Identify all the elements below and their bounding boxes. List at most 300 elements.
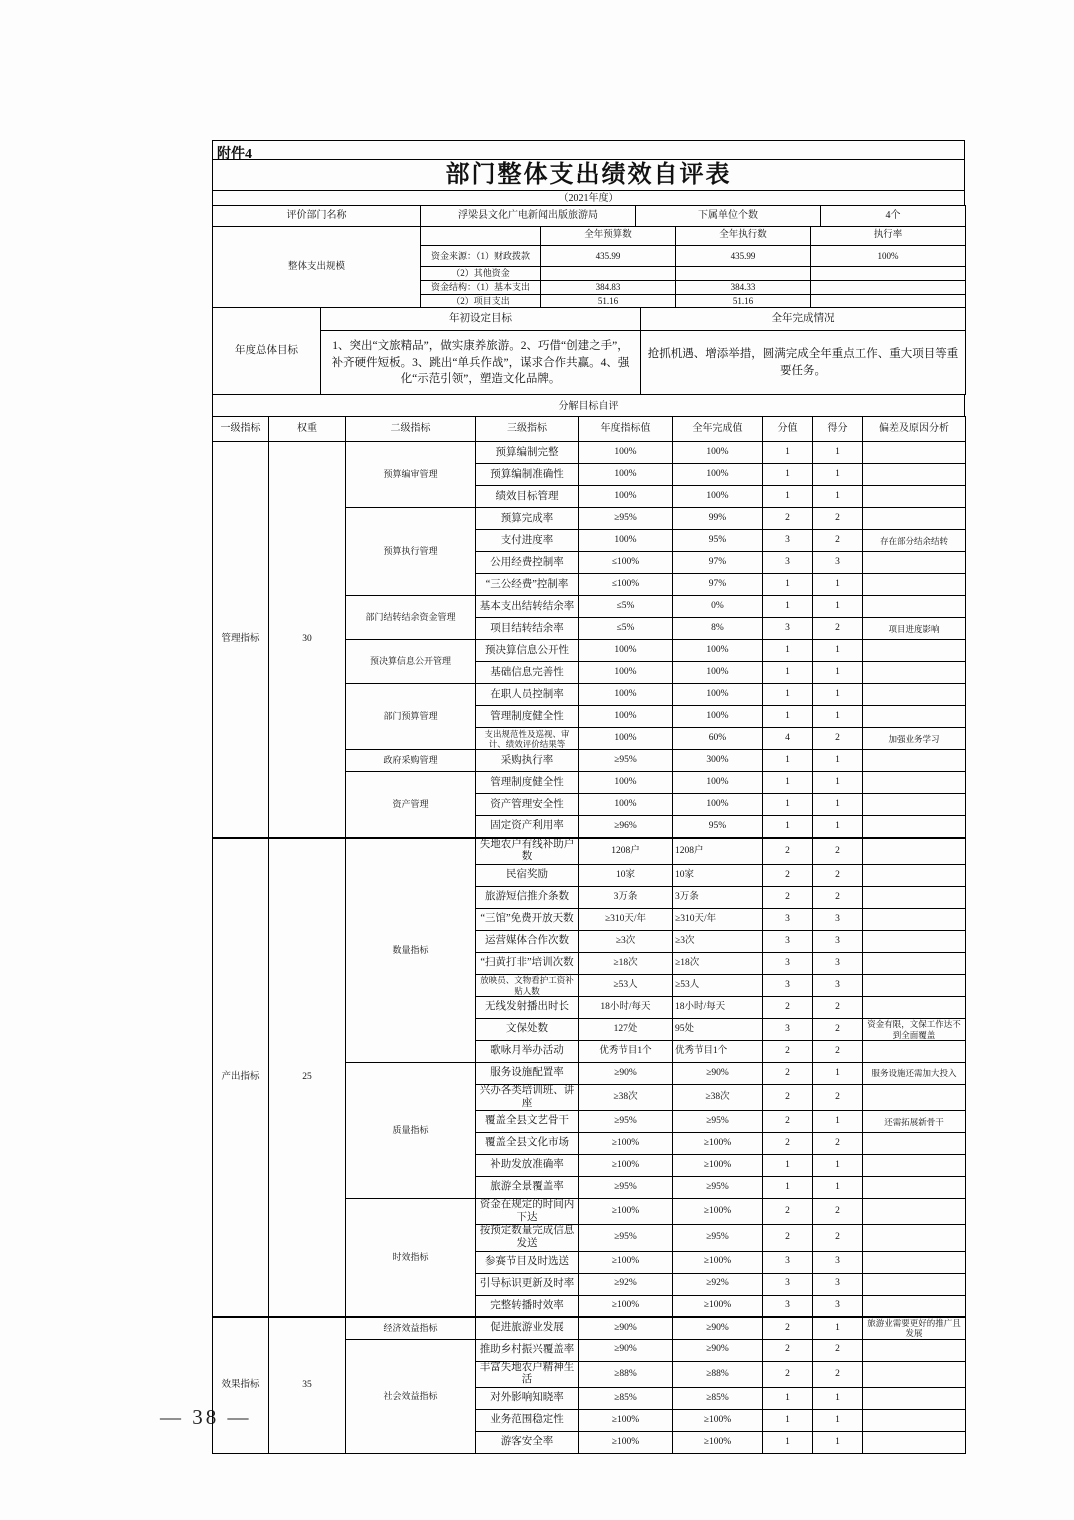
- fund-structure-basic-label: 资金结构：（1）基本支出: [421, 280, 541, 294]
- annual-target-value: 100%: [579, 706, 673, 728]
- level3-indicator-name: 旅游全景覆盖率: [476, 1177, 579, 1199]
- score-value: 2: [763, 997, 813, 1019]
- annual-target-value: ≥100%: [579, 1295, 673, 1317]
- level3-indicator-name: 预决算信息公开性: [476, 640, 579, 662]
- deviation-analysis: [863, 772, 966, 794]
- annual-target-value: 127处: [579, 1019, 673, 1041]
- score-got: 1: [813, 1317, 863, 1339]
- score-got: 1: [813, 464, 863, 486]
- score-got: 3: [813, 931, 863, 953]
- level3-indicator-name: 运营媒体合作次数: [476, 931, 579, 953]
- score-value: 1: [763, 816, 813, 838]
- score-got: 1: [813, 1409, 863, 1431]
- level3-indicator-name: 促进旅游业发展: [476, 1317, 579, 1339]
- score-got: 3: [813, 953, 863, 975]
- annual-completion-value: ≥100%: [673, 1295, 763, 1317]
- attachment-label: 附件4: [212, 140, 965, 159]
- annual-target-value: ≥95%: [579, 750, 673, 772]
- deviation-analysis: [863, 997, 966, 1019]
- level2-indicator-name: 时效指标: [346, 1199, 476, 1317]
- score-got: 2: [813, 1225, 863, 1251]
- deviation-analysis: 加强业务学习: [863, 728, 966, 750]
- annual-target-value: ≥90%: [579, 1063, 673, 1085]
- annual-completion-value: ≥53人: [673, 975, 763, 997]
- score-value: 3: [763, 1295, 813, 1317]
- annual-target-value: ≥53人: [579, 975, 673, 997]
- annual-target-value: 100%: [579, 728, 673, 750]
- score-value: 3: [763, 909, 813, 931]
- level3-indicator-name: 在职人员控制率: [476, 684, 579, 706]
- score-got: 1: [813, 794, 863, 816]
- annual-target-value: ≥38次: [579, 1085, 673, 1111]
- subunit-count-label: 下属单位个数: [636, 206, 821, 227]
- deviation-analysis: [863, 1295, 966, 1317]
- fund-structure-project-actual: 51.16: [676, 294, 811, 308]
- indicator-row: [213, 442, 966, 464]
- spending-table: [212, 226, 966, 308]
- column-header-3: 三级指标: [476, 417, 579, 442]
- score-value: 3: [763, 1273, 813, 1295]
- score-got: 2: [813, 618, 863, 640]
- level3-indicator-name: 歌咏月举办活动: [476, 1041, 579, 1063]
- deviation-analysis: [863, 1273, 966, 1295]
- deviation-analysis: [863, 552, 966, 574]
- level3-indicator-name: 支付进度率: [476, 530, 579, 552]
- level1-indicator-name: 管理指标: [213, 442, 269, 838]
- deviation-analysis: [863, 1177, 966, 1199]
- annual-goal-row-label: 年度总体目标: [213, 308, 321, 395]
- annual-completion-value: ≥92%: [673, 1273, 763, 1295]
- dept-name-label: 评价部门名称: [213, 206, 421, 227]
- deviation-analysis: [863, 1155, 966, 1177]
- annual-completion-value: 100%: [673, 794, 763, 816]
- score-value: 1: [763, 794, 813, 816]
- score-value: 1: [763, 1409, 813, 1431]
- annual-target-value: 100%: [579, 640, 673, 662]
- annual-target-value: ≥90%: [579, 1339, 673, 1361]
- goal-set-header: 年初设定目标: [321, 308, 641, 331]
- score-got: 2: [813, 865, 863, 887]
- score-value: 3: [763, 552, 813, 574]
- deviation-analysis: [863, 953, 966, 975]
- deviation-analysis: [863, 596, 966, 618]
- page-number: — 38 —: [160, 1405, 252, 1429]
- annual-completion-value: ≥95%: [673, 1111, 763, 1133]
- level3-indicator-name: “三公经费”控制率: [476, 574, 579, 596]
- level3-indicator-name: 采购执行率: [476, 750, 579, 772]
- annual-completion-value: 3万条: [673, 887, 763, 909]
- annual-target-value: ≥95%: [579, 1225, 673, 1251]
- annual-completion-value: 100%: [673, 486, 763, 508]
- annual-target-value: 18小时/每天: [579, 997, 673, 1019]
- fund-structure-basic-budget: 384.83: [541, 280, 676, 294]
- score-value: 1: [763, 574, 813, 596]
- deviation-analysis: [863, 486, 966, 508]
- score-value: 2: [763, 1085, 813, 1111]
- score-got: 2: [813, 1085, 863, 1111]
- score-value: 2: [763, 1361, 813, 1387]
- score-got: 1: [813, 1387, 863, 1409]
- deviation-analysis: [863, 442, 966, 464]
- score-got: 1: [813, 640, 863, 662]
- annual-completion-value: ≥100%: [673, 1199, 763, 1225]
- score-value: 2: [763, 1133, 813, 1155]
- deviation-analysis: [863, 1361, 966, 1387]
- score-got: 1: [813, 1431, 863, 1453]
- annual-target-value: ≤100%: [579, 552, 673, 574]
- annual-completion-value: 100%: [673, 442, 763, 464]
- score-got: 2: [813, 1041, 863, 1063]
- score-got: 2: [813, 997, 863, 1019]
- score-value: 1: [763, 640, 813, 662]
- annual-target-value: ≥88%: [579, 1361, 673, 1387]
- score-value: 1: [763, 596, 813, 618]
- score-got: 3: [813, 909, 863, 931]
- score-got: 3: [813, 552, 863, 574]
- annual-completion-value: ≥100%: [673, 1133, 763, 1155]
- goal-set-text: 1、突出“文旅精品”，做实康养旅游。2、巧借“创建之手”，补齐硬件短板。3、跳出“单兵作战”，谋求合作共赢。4、强化“示范引领”，塑造文化品牌。: [321, 331, 641, 395]
- score-value: 2: [763, 1111, 813, 1133]
- annual-completion-value: ≥88%: [673, 1361, 763, 1387]
- score-got: 2: [813, 530, 863, 552]
- annual-target-value: ≥310天/年: [579, 909, 673, 931]
- score-value: 3: [763, 1019, 813, 1041]
- indicator-header-row: [213, 417, 966, 442]
- score-value: 3: [763, 931, 813, 953]
- annual-completion-value: ≥95%: [673, 1177, 763, 1199]
- level3-indicator-name: 覆盖全县文艺骨干: [476, 1111, 579, 1133]
- document-sheet: [212, 140, 965, 1454]
- deviation-analysis: 资金有限，文保工作达不到全面覆盖: [863, 1019, 966, 1041]
- level3-indicator-name: 补助发放准确率: [476, 1155, 579, 1177]
- level2-indicator-name: 资产管理: [346, 772, 476, 838]
- level3-indicator-name: 民宿奖励: [476, 865, 579, 887]
- dept-name-value: 浮梁县文化广电新闻出版旅游局: [421, 206, 636, 227]
- annual-completion-value: ≥100%: [673, 1431, 763, 1453]
- score-got: 3: [813, 975, 863, 997]
- annual-completion-value: ≥18次: [673, 953, 763, 975]
- score-value: 3: [763, 618, 813, 640]
- annual-target-value: ≤5%: [579, 618, 673, 640]
- annual-completion-value: 95%: [673, 816, 763, 838]
- score-got: 1: [813, 1177, 863, 1199]
- deviation-analysis: [863, 662, 966, 684]
- annual-completion-value: 60%: [673, 728, 763, 750]
- level3-indicator-name: 资金在规定的时间内下达: [476, 1199, 579, 1225]
- annual-completion-value: 99%: [673, 508, 763, 530]
- level3-indicator-name: 推助乡村振兴覆盖率: [476, 1339, 579, 1361]
- level2-indicator-name: 政府采购管理: [346, 750, 476, 772]
- fund-source-other-actual: [676, 267, 811, 281]
- deviation-analysis: [863, 887, 966, 909]
- annual-target-value: ≥95%: [579, 1111, 673, 1133]
- annual-completion-value: 95处: [673, 1019, 763, 1041]
- annual-completion-value: 100%: [673, 464, 763, 486]
- column-header-7: 得分: [813, 417, 863, 442]
- score-value: 1: [763, 1387, 813, 1409]
- annual-completion-value: 100%: [673, 662, 763, 684]
- fund-source-other-budget: [541, 267, 676, 281]
- rate-header: 执行率: [811, 227, 966, 246]
- level3-indicator-name: “扫黄打非”培训次数: [476, 953, 579, 975]
- score-value: 4: [763, 728, 813, 750]
- level3-indicator-name: 管理制度健全性: [476, 706, 579, 728]
- score-got: 2: [813, 1019, 863, 1041]
- deviation-analysis: [863, 1041, 966, 1063]
- score-value: 1: [763, 662, 813, 684]
- annual-target-value: ≥100%: [579, 1199, 673, 1225]
- goal-done-header: 全年完成情况: [641, 308, 966, 331]
- level3-indicator-name: 按预定数量完成信息发送: [476, 1225, 579, 1251]
- score-value: 1: [763, 464, 813, 486]
- level3-indicator-name: 预算完成率: [476, 508, 579, 530]
- fund-source-other-rate: [811, 267, 966, 281]
- annual-target-value: ≤5%: [579, 596, 673, 618]
- annual-target-value: 100%: [579, 662, 673, 684]
- annual-completion-value: 97%: [673, 574, 763, 596]
- section-band: 分解目标自评: [212, 394, 965, 417]
- score-value: 2: [763, 1317, 813, 1339]
- annual-completion-value: 18小时/每天: [673, 997, 763, 1019]
- level3-indicator-name: 丰富失地农户精神生活: [476, 1361, 579, 1387]
- score-value: 3: [763, 530, 813, 552]
- annual-completion-value: 优秀节目1个: [673, 1041, 763, 1063]
- annual-completion-value: ≥100%: [673, 1251, 763, 1273]
- score-got: 2: [813, 1133, 863, 1155]
- fund-structure-basic-actual: 384.33: [676, 280, 811, 294]
- annual-completion-value: 1208户: [673, 838, 763, 865]
- level3-indicator-name: 固定资产利用率: [476, 816, 579, 838]
- level3-indicator-name: 公用经费控制率: [476, 552, 579, 574]
- annual-target-value: 100%: [579, 794, 673, 816]
- score-got: 1: [813, 772, 863, 794]
- score-value: 2: [763, 887, 813, 909]
- annual-completion-value: 300%: [673, 750, 763, 772]
- level3-indicator-name: 完整转播时效率: [476, 1295, 579, 1317]
- score-got: 1: [813, 684, 863, 706]
- fund-structure-project-budget: 51.16: [541, 294, 676, 308]
- deviation-analysis: 还需拓展新骨干: [863, 1111, 966, 1133]
- score-value: 1: [763, 1155, 813, 1177]
- column-header-2: 二级指标: [346, 417, 476, 442]
- annual-target-value: ≥100%: [579, 1431, 673, 1453]
- level2-indicator-name: 预算执行管理: [346, 508, 476, 596]
- level2-indicator-name: 经济效益指标: [346, 1317, 476, 1339]
- score-value: 1: [763, 486, 813, 508]
- indicator-table: [212, 416, 966, 1453]
- level2-indicator-name: 质量指标: [346, 1063, 476, 1199]
- score-got: 2: [813, 838, 863, 865]
- annual-completion-value: ≥90%: [673, 1339, 763, 1361]
- deviation-analysis: [863, 1409, 966, 1431]
- score-value: 2: [763, 1339, 813, 1361]
- score-got: 3: [813, 1273, 863, 1295]
- score-value: 3: [763, 953, 813, 975]
- deviation-analysis: [863, 909, 966, 931]
- level3-indicator-name: 对外影响知晓率: [476, 1387, 579, 1409]
- level2-indicator-name: 数量指标: [346, 838, 476, 1063]
- score-got: 1: [813, 486, 863, 508]
- score-value: 1: [763, 772, 813, 794]
- annual-target-value: 100%: [579, 486, 673, 508]
- deviation-analysis: [863, 684, 966, 706]
- score-got: 1: [813, 662, 863, 684]
- deviation-analysis: [863, 1431, 966, 1453]
- score-got: 1: [813, 442, 863, 464]
- deviation-analysis: [863, 750, 966, 772]
- score-value: 2: [763, 1199, 813, 1225]
- doc-title: 部门整体支出绩效自评表: [212, 159, 965, 190]
- level3-indicator-name: 支出规范性及巡视、审计、绩效评价结果等: [476, 728, 579, 750]
- deviation-analysis: 服务设施还需加大投入: [863, 1063, 966, 1085]
- score-got: 1: [813, 1063, 863, 1085]
- deviation-analysis: [863, 706, 966, 728]
- level3-indicator-name: 基础信息完善性: [476, 662, 579, 684]
- deviation-analysis: [863, 1133, 966, 1155]
- annual-target-value: 100%: [579, 684, 673, 706]
- annual-completion-value: 100%: [673, 706, 763, 728]
- level3-indicator-name: 服务设施配置率: [476, 1063, 579, 1085]
- column-header-8: 偏差及原因分析: [863, 417, 966, 442]
- deviation-analysis: [863, 816, 966, 838]
- level3-indicator-name: 绩效目标管理: [476, 486, 579, 508]
- indicator-row: [213, 1317, 966, 1339]
- fund-source-fiscal-rate: 100%: [811, 246, 966, 267]
- score-got: 3: [813, 1251, 863, 1273]
- annual-target-value: 100%: [579, 772, 673, 794]
- annual-completion-value: 95%: [673, 530, 763, 552]
- annual-completion-value: ≥3次: [673, 931, 763, 953]
- level1-indicator-name: 效果指标: [213, 1317, 269, 1453]
- deviation-analysis: 存在部分结余结转: [863, 530, 966, 552]
- level2-indicator-name: 部门结转结余资金管理: [346, 596, 476, 640]
- level2-indicator-name: 部门预算管理: [346, 684, 476, 750]
- deviation-analysis: 项目进度影响: [863, 618, 966, 640]
- goal-done-text: 抢抓机遇、增添举措，圆满完成全年重点工作、重大项目等重要任务。: [641, 331, 966, 395]
- score-value: 1: [763, 442, 813, 464]
- annual-target-value: 10家: [579, 865, 673, 887]
- level1-weight: 25: [269, 838, 346, 1317]
- level3-indicator-name: 兴办各类培训班、讲座: [476, 1085, 579, 1111]
- actual-header: 全年执行数: [676, 227, 811, 246]
- level1-weight: 30: [269, 442, 346, 838]
- score-value: 2: [763, 1063, 813, 1085]
- deviation-analysis: [863, 1085, 966, 1111]
- deviation-analysis: [863, 1225, 966, 1251]
- annual-target-value: ≥90%: [579, 1317, 673, 1339]
- level3-indicator-name: 放映员、文物看护工资补贴人数: [476, 975, 579, 997]
- level3-indicator-name: 预算编制完整: [476, 442, 579, 464]
- fund-source-fiscal-budget: 435.99: [541, 246, 676, 267]
- score-got: 2: [813, 1361, 863, 1387]
- score-value: 1: [763, 1431, 813, 1453]
- score-got: 3: [813, 1295, 863, 1317]
- level3-indicator-name: 基本支出结转结余率: [476, 596, 579, 618]
- info-table: [212, 205, 966, 227]
- annual-target-value: ≥92%: [579, 1273, 673, 1295]
- score-value: 3: [763, 1251, 813, 1273]
- deviation-analysis: [863, 1387, 966, 1409]
- annual-target-value: ≥96%: [579, 816, 673, 838]
- level3-indicator-name: 覆盖全县文化市场: [476, 1133, 579, 1155]
- annual-target-value: ≥100%: [579, 1409, 673, 1431]
- score-value: 1: [763, 706, 813, 728]
- indicator-row: [213, 838, 966, 865]
- level2-indicator-name: 预决算信息公开管理: [346, 640, 476, 684]
- deviation-analysis: [863, 838, 966, 865]
- annual-target-value: ≤100%: [579, 574, 673, 596]
- fund-source-fiscal-label: 资金来源：（1）财政拨款: [421, 246, 541, 267]
- annual-target-value: 100%: [579, 464, 673, 486]
- level1-indicator-name: 产出指标: [213, 838, 269, 1317]
- annual-target-value: ≥3次: [579, 931, 673, 953]
- score-got: 1: [813, 706, 863, 728]
- deviation-analysis: 旅游业需要更好的推广且发展: [863, 1317, 966, 1339]
- annual-completion-value: ≥100%: [673, 1409, 763, 1431]
- score-got: 2: [813, 728, 863, 750]
- score-value: 1: [763, 750, 813, 772]
- level3-indicator-name: 无线发射播出时长: [476, 997, 579, 1019]
- score-got: 2: [813, 1199, 863, 1225]
- column-header-6: 分值: [763, 417, 813, 442]
- doc-subtitle: （2021年度）: [212, 190, 965, 206]
- annual-target-value: ≥100%: [579, 1251, 673, 1273]
- score-value: 2: [763, 508, 813, 530]
- level1-weight: 35: [269, 1317, 346, 1453]
- deviation-analysis: [863, 464, 966, 486]
- level3-indicator-name: 参赛节目及时选送: [476, 1251, 579, 1273]
- annual-target-value: ≥95%: [579, 508, 673, 530]
- level3-indicator-name: 项目结转结余率: [476, 618, 579, 640]
- level3-indicator-name: 管理制度健全性: [476, 772, 579, 794]
- annual-completion-value: 100%: [673, 684, 763, 706]
- fund-structure-project-rate: [811, 294, 966, 308]
- score-value: 2: [763, 1225, 813, 1251]
- column-header-1: 权重: [269, 417, 346, 442]
- score-got: 1: [813, 1111, 863, 1133]
- score-got: 1: [813, 816, 863, 838]
- annual-target-value: 优秀节目1个: [579, 1041, 673, 1063]
- score-value: 2: [763, 1041, 813, 1063]
- score-got: 2: [813, 508, 863, 530]
- annual-completion-value: ≥310天/年: [673, 909, 763, 931]
- deviation-analysis: [863, 975, 966, 997]
- annual-completion-value: ≥90%: [673, 1317, 763, 1339]
- level3-indicator-name: 旅游短信推介条数: [476, 887, 579, 909]
- annual-completion-value: 100%: [673, 772, 763, 794]
- deviation-analysis: [863, 865, 966, 887]
- annual-target-value: ≥100%: [579, 1155, 673, 1177]
- score-got: 1: [813, 1155, 863, 1177]
- score-value: 1: [763, 1177, 813, 1199]
- annual-target-value: ≥18次: [579, 953, 673, 975]
- annual-target-value: ≥95%: [579, 1177, 673, 1199]
- deviation-analysis: [863, 794, 966, 816]
- annual-target-value: ≥85%: [579, 1387, 673, 1409]
- deviation-analysis: [863, 1339, 966, 1361]
- level3-indicator-name: “三馆”免费开放天数: [476, 909, 579, 931]
- level3-indicator-name: 文保处数: [476, 1019, 579, 1041]
- column-header-0: 一级指标: [213, 417, 269, 442]
- deviation-analysis: [863, 508, 966, 530]
- score-got: 2: [813, 887, 863, 909]
- column-header-5: 全年完成值: [673, 417, 763, 442]
- annual-target-value: 100%: [579, 530, 673, 552]
- score-got: 2: [813, 1339, 863, 1361]
- annual-target-value: 1208户: [579, 838, 673, 865]
- budget-header: 全年预算数: [541, 227, 676, 246]
- deviation-analysis: [863, 640, 966, 662]
